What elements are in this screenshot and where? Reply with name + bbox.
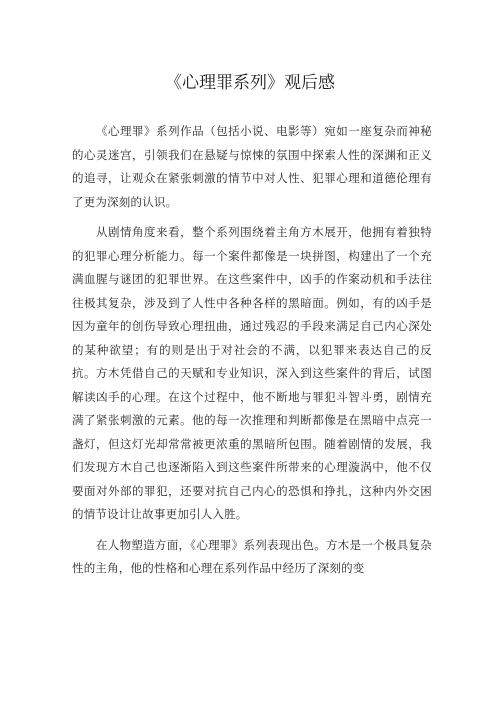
page-title: 《心理罪系列》观后感 <box>165 73 335 93</box>
paragraph-plot: 从剧情角度来看，整个系列围绕着主角方木展开，他拥有着独特的犯罪心理分析能力。每一个案件都像是一块拼图，构建出了一个充满血腥与谜团的犯罪世界。在这些案件中，凶手的作案动机和手法往往极其复杂，涉及到了人性中各种各样的黑暗面。例如，有的凶手是因为童年的创伤导致心理扭曲，通过残忍的手段来满足自己内心深处的某种欲望；有的则是出于对社会的不满，以犯罪来表达自己的反抗。方木凭借自己的天赋和专业知识，深入到这些案件的背后，试图解读凶手的心理。在这个过程中，他不断地与罪犯斗智斗勇，剧情充满了紧张刺激的元素。他的每一次推理和判断都像是在黑暗中点亮一盏灯，但这灯光却常常被更浓重的黑暗所包围。随着剧情的发展，我们发现方木自己也逐渐陷入到这些案件所带来的心理漩涡中，他不仅要面对外部的罪犯，还要对抗自己内心的恐惧和挣扎，这种内外交困的情节设计让故事更加引人入胜。 <box>72 225 432 521</box>
paragraph-characters: 在人物塑造方面，《心理罪》系列表现出色。方木是一个极具复杂性的主角，他的性格和心理在系列作品中经历了深刻的变 <box>72 537 432 575</box>
paragraph-intro: 《心理罪》系列作品（包括小说、电影等）宛如一座复杂而神秘的心灵迷宫，引领我们在悬疑与惊悚的氛围中探索人性的深渊和正义的追寻，让观众在紧张刺激的情节中对人性、犯罪心理和道德伦理有了更为深刻的认识。 <box>72 124 432 209</box>
document-body <box>72 120 432 581</box>
